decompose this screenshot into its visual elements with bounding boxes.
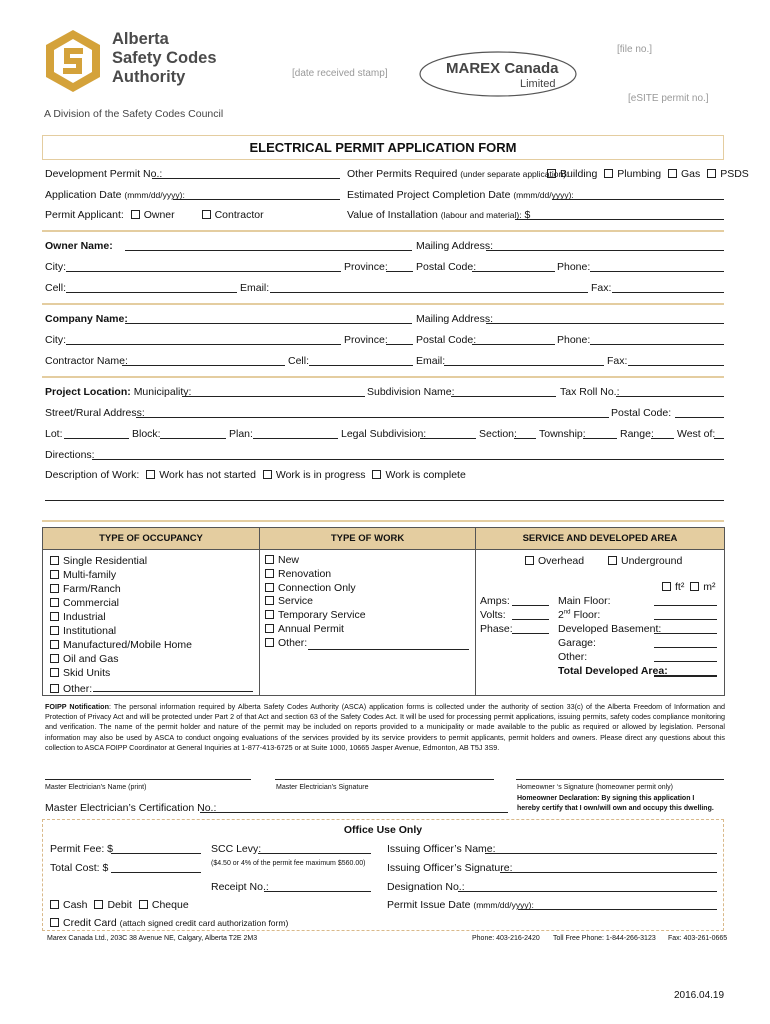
work-label: Renovation [278,567,332,580]
owner-city-field[interactable] [66,271,341,272]
issuing-signature-label: Issuing Officer’s Signature: [387,862,513,874]
project-location-label: Project Location: [45,386,131,398]
occupancy-label: Manufactured/Mobile Home [63,639,192,651]
company-fax-label: Fax: [607,355,628,367]
owner-option-label: Owner [143,209,175,221]
other-permit-options [547,168,749,180]
contractor-name-field[interactable] [122,365,285,366]
description-field-line[interactable] [45,500,724,501]
owner-fax-label: Fax: [591,282,612,294]
divider [42,230,724,232]
occupancy-label: Skid Units [63,667,111,679]
ho-signature-caption: Homeowner ‘s Signature (homeowner permit only) [517,784,674,791]
ho-declaration-line2: hereby certify that I own/will own and occupy this dwelling. [517,805,714,812]
lot-field[interactable] [64,438,129,439]
scc-levy-label: SCC Levy: [211,843,262,855]
divider [42,520,724,522]
service-other-label: Other: [558,651,588,663]
work-label: New [278,554,300,566]
underground-checkbox[interactable] [608,556,617,565]
municipality-label: Municipality: [133,386,192,398]
divider [42,376,724,378]
list-item [265,609,366,623]
project-location-row [45,386,191,398]
oil-gas-checkbox[interactable] [50,654,59,663]
service-checkbox[interactable] [265,596,274,605]
divider [42,303,724,305]
form-title: ELECTRICAL PERMIT APPLICATION FORM [249,140,517,155]
township-field[interactable] [583,438,617,439]
in-progress-checkbox[interactable] [263,470,272,479]
building-label: Building [560,168,598,180]
subdivision-label: Subdivision Name: [367,386,455,398]
company-fax-field[interactable] [628,365,724,366]
company-postal-field[interactable] [472,344,555,345]
owner-mailing-field[interactable] [486,250,724,251]
table-divider [475,527,476,696]
overhead-label: Overhead [538,555,585,567]
company-province-label: Province: [344,334,388,346]
contractor-option-label: Contractor [214,209,264,221]
list-item [265,582,366,596]
company-phone-label: Phone: [557,334,591,346]
other-permits-text: Other Permits Required [347,168,458,180]
ft2-label: ft² [675,581,685,593]
credit-card-note: (attach signed credit card authorization form) [119,918,289,928]
owner-cell-field[interactable] [66,292,237,293]
footer-phone: Phone: 403-216-2420 [472,935,540,942]
date-received-stamp: [date received stamp] [292,68,388,79]
project-postal-label: Postal Code: [611,407,672,419]
footer-address: Marex Canada Ltd., 203C 38 Avenue NE, Calgary, Alberta T2E 2M3 [47,935,258,942]
est-date-text: Estimated Project Completion Date [347,189,511,201]
list-item [50,568,192,582]
underground-option [608,555,682,567]
occupancy-label: Commercial [63,597,120,609]
dollar-sign: $ [524,209,531,221]
value-text: Value of Installation [347,209,438,221]
project-postal-field[interactable] [675,417,724,418]
municipality-field[interactable] [182,396,365,397]
debit-label: Debit [107,899,132,911]
complete-label: Work is complete [385,469,466,481]
app-date-text: Application Date [45,189,122,201]
new-checkbox[interactable] [265,555,274,564]
company-email-label: Email: [416,355,446,367]
company-city-field[interactable] [66,344,341,345]
est-date-label [347,189,574,201]
directions-label: Directions: [45,449,95,461]
owner-mailing-label: Mailing Address: [416,240,494,252]
owner-checkbox[interactable] [131,210,140,219]
list-item [50,582,192,596]
company-email-field[interactable] [444,365,604,366]
list-item [265,568,366,582]
owner-email-label: Email: [240,282,270,294]
receipt-label: Receipt No.: [211,881,269,893]
garage-field[interactable] [654,647,717,648]
designation-field[interactable] [458,891,717,892]
me-name-caption: Master Electrician’s Name (print) [45,784,147,791]
dev-permit-label: Development Permit No.: [45,168,163,180]
amps-label: Amps: [480,595,510,607]
company-mailing-field[interactable] [486,323,724,324]
work-other-field[interactable] [308,649,469,650]
commercial-checkbox[interactable] [50,598,59,607]
issuing-signature-field[interactable] [500,872,717,873]
foipp-label: FOIPP Notification [45,702,109,711]
other-permits-note: (under separate application): [460,169,569,179]
mobile-home-checkbox[interactable] [50,640,59,649]
ho-declaration-line1: Homeowner Declaration: By signing this application I [517,795,695,802]
me-name-line[interactable] [45,779,251,780]
work-label: Connection Only [278,581,356,594]
second-floor-field[interactable] [654,619,717,620]
occupancy-label: Multi-family [63,569,117,581]
form-version: 2016.04.19 [674,990,725,1001]
unit-options [662,581,716,593]
issue-date-format: (mmm/dd/yyyy): [473,900,534,910]
cash-checkbox[interactable] [50,900,59,909]
est-date-field[interactable] [552,199,724,200]
contractor-checkbox[interactable] [202,210,211,219]
plan-field[interactable] [253,438,338,439]
farm-ranch-checkbox[interactable] [50,584,59,593]
plan-label: Plan: [229,428,253,440]
company-cell-field[interactable] [309,365,413,366]
company-province-field[interactable] [386,344,413,345]
scc-note: ($4.50 or 4% of the permit fee maximum $560.00) [211,860,366,867]
legal-sub-label: Legal Subdivision: [341,428,427,440]
list-item [50,554,192,568]
marex-name: MAREX Canada [446,60,559,77]
basement-field[interactable] [654,633,717,634]
plumbing-checkbox[interactable] [604,169,613,178]
company-mailing-label: Mailing Address: [416,313,494,325]
permit-fee-field[interactable] [111,853,201,854]
owner-postal-field[interactable] [472,271,555,272]
foipp-notice [45,702,725,753]
range-field[interactable] [651,438,674,439]
m2-label: m² [703,581,716,593]
debit-checkbox[interactable] [94,900,103,909]
block-field[interactable] [160,438,226,439]
table-divider [259,527,260,696]
file-no-stamp: [file no.] [617,44,653,55]
work-label: Annual Permit [278,622,344,635]
designation-label: Designation No.: [387,881,465,893]
range-label: Range: [620,428,654,440]
applicant-label: Permit Applicant: [45,209,124,221]
company-city-label: City: [45,334,66,346]
amps-field[interactable] [512,605,549,606]
credit-card-label: Credit Card [63,917,117,929]
me-cert-label: Master Electrician’s Certification No.: [45,802,217,814]
occupancy-label: Single Residential [63,555,148,567]
value-note: (labour and material): [440,210,522,220]
occupancy-label: Oil and Gas [63,653,119,665]
lot-label: Lot: [45,428,63,440]
skid-units-checkbox[interactable] [50,668,59,677]
section-label: Section: [479,428,517,440]
logo-line: Authority [112,68,186,86]
permit-fee-label: Permit Fee: $ [50,843,114,855]
credit-card-checkbox[interactable] [50,918,59,927]
connection-only-checkbox[interactable] [265,583,274,592]
owner-cell-label: Cell: [45,282,67,294]
list-item [50,610,192,624]
work-label: Service [278,595,314,608]
division-text: A Division of the Safety Codes Council [44,108,224,120]
section-field[interactable] [514,438,536,439]
building-checkbox[interactable] [547,169,556,178]
phase-label: Phase: [480,623,513,635]
list-item [50,596,192,610]
list-item [50,682,192,696]
list-item [50,624,192,638]
owner-postal-label: Postal Code: [416,261,477,273]
complete-checkbox[interactable] [372,470,381,479]
occupancy-label: Other: [63,683,93,695]
occupancy-other-field[interactable] [93,691,253,692]
ho-signature-line[interactable] [516,779,724,780]
foipp-text: : The personal information required by Alberta Safety Codes Authority (ASCA) application forms is collected under the authority of section 33(c) of the Alberta Freedom of Information and Protection of Privacy Act and will be protected under Part 2 of that Act and section 63 of the Safety Codes Act. It will be used for processing permit applications, issuing permits, safety codes compliance monitoring and verification. The name of the permit holder and nature of the permit may be included on reports provided to a municipality or made available to the public as required or allowed by legislation. Personal information may also be used by ASCA to conduct ongoing evaluations of the services provided by its service providers to permit applicants, permit holders and owners. Please direct any questions about this collection to ASCA FOIPP Coordinator at General Inquiries at 1-877-413-6725 or at Suite 1000, 10665 Jasper Avenue, Edmonton, AB T5J 3S9. [45,702,725,752]
basement-label: Developed Basement: [558,623,662,635]
owner-phone-field[interactable] [590,271,724,272]
credit-card-option [50,917,288,929]
work-header: TYPE OF WORK [330,533,405,544]
township-label: Township: [539,428,586,440]
list-item [50,652,192,666]
block-label: Block: [132,428,161,440]
legal-sub-field[interactable] [420,438,476,439]
asca-logo-text [112,30,217,87]
underground-label: Underground [621,555,683,567]
second-floor-sup: nd [563,609,571,616]
m2-checkbox[interactable] [690,582,699,591]
scc-levy-field[interactable] [258,853,371,854]
in-progress-label: Work is in progress [275,469,366,481]
dev-permit-field[interactable] [152,178,340,179]
company-phone-field[interactable] [590,344,724,345]
office-use-title: Office Use Only [343,824,423,836]
issue-date-label [387,899,534,911]
owner-fax-field[interactable] [612,292,724,293]
description-label: Description of Work: [45,469,140,481]
esite-permit-stamp: [eSITE permit no.] [628,93,709,104]
app-date-field[interactable] [173,199,340,200]
me-signature-line[interactable] [275,779,494,780]
not-started-label: Work has not started [159,469,256,481]
total-area-label: Total Developed Area: [558,665,668,677]
street-field[interactable] [136,417,609,418]
value-label [347,209,530,221]
phase-field[interactable] [512,633,549,634]
west-of-field[interactable] [714,438,724,439]
value-field[interactable] [515,219,724,220]
marex-limited: Limited [520,78,556,90]
list-item [50,638,192,652]
table-divider [42,549,725,550]
west-of-label: West of: [677,428,716,440]
overhead-option [525,555,584,567]
logo-line: Safety Codes [112,49,217,67]
cheque-checkbox[interactable] [139,900,148,909]
single-residential-checkbox[interactable] [50,556,59,565]
logo-line: Alberta [112,30,169,48]
main-floor-label: Main Floor: [558,595,611,607]
service-other-field[interactable] [654,661,717,662]
occupancy-header: TYPE OF OCCUPANCY [99,533,203,544]
subdivision-field[interactable] [451,396,556,397]
directions-field[interactable] [92,459,724,460]
app-date-label [45,189,185,201]
company-cell-label: Cell: [288,355,310,367]
total-cost-field[interactable] [111,872,201,873]
garage-label: Garage: [558,637,596,649]
list-item [265,623,366,637]
occupancy-label: Industrial [63,611,106,623]
work-label: Other: [278,636,308,649]
temporary-service-checkbox[interactable] [265,610,274,619]
issuing-name-label: Issuing Officer’s Name: [387,843,496,855]
owner-province-field[interactable] [386,271,413,272]
cheque-label: Cheque [151,899,189,911]
work-label: Temporary Service [278,609,366,622]
work-other-checkbox[interactable] [265,638,274,647]
company-name-label: Company Name: [45,313,128,325]
description-row [45,469,466,481]
cash-label: Cash [63,899,88,911]
asca-logo-icon [43,28,103,94]
second-floor-num: 2 [558,609,564,621]
payment-options [50,899,189,911]
owner-phone-label: Phone: [557,261,591,273]
owner-name-field[interactable] [125,250,412,251]
occupancy-label: Farm/Ranch [63,583,121,595]
company-name-field[interactable] [125,323,412,324]
owner-city-label: City: [45,261,66,273]
gas-label: Gas [681,168,701,180]
footer-toll-free: Toll Free Phone: 1-844-266-3123 [553,935,656,942]
volts-field[interactable] [512,619,549,620]
second-floor-text: Floor: [570,609,601,621]
renovation-checkbox[interactable] [265,569,274,578]
owner-email-field[interactable] [270,292,588,293]
service-header: SERVICE AND DEVELOPED AREA [522,533,678,544]
me-signature-caption: Master Electrician’s Signature [276,784,369,791]
ft2-checkbox[interactable] [662,582,671,591]
owner-province-label: Province: [344,261,388,273]
total-cost-label: Total Cost: $ [50,862,109,874]
list-item [265,554,366,568]
psds-checkbox[interactable] [707,169,716,178]
company-postal-label: Postal Code: [416,334,477,346]
applicant-row [45,209,264,221]
tax-roll-field[interactable] [616,396,724,397]
other-permits-label [347,168,568,180]
industrial-checkbox[interactable] [50,612,59,621]
total-area-field[interactable] [654,675,717,677]
list-item [50,666,192,680]
date-format: (mmm/dd/yyyy): [124,190,185,200]
footer-fax: Fax: 403-261-0665 [668,935,728,942]
annual-permit-checkbox[interactable] [265,624,274,633]
occupancy-list [50,554,192,696]
contractor-name-label: Contractor Name: [45,355,128,367]
owner-name-label: Owner Name: [45,240,113,252]
occupancy-other-checkbox[interactable] [50,684,59,693]
issuing-name-field[interactable] [485,853,717,854]
volts-label: Volts: [480,609,506,621]
overhead-checkbox[interactable] [525,556,534,565]
second-floor-label [558,609,600,621]
me-cert-field[interactable] [200,812,508,813]
receipt-field[interactable] [264,891,371,892]
main-floor-field[interactable] [654,605,717,606]
gas-checkbox[interactable] [668,169,677,178]
issue-date-text: Permit Issue Date [387,899,471,911]
date-format: (mmm/dd/yyyy): [513,190,574,200]
not-started-checkbox[interactable] [146,470,155,479]
street-label: Street/Rural Address: [45,407,145,419]
multi-family-checkbox[interactable] [50,570,59,579]
institutional-checkbox[interactable] [50,626,59,635]
work-list [265,554,366,651]
psds-label: PSDS [720,168,749,180]
plumbing-label: Plumbing [617,168,662,180]
issue-date-field[interactable] [518,909,717,910]
tax-roll-label: Tax Roll No.: [560,386,620,398]
occupancy-label: Institutional [63,625,117,637]
list-item [265,595,366,609]
